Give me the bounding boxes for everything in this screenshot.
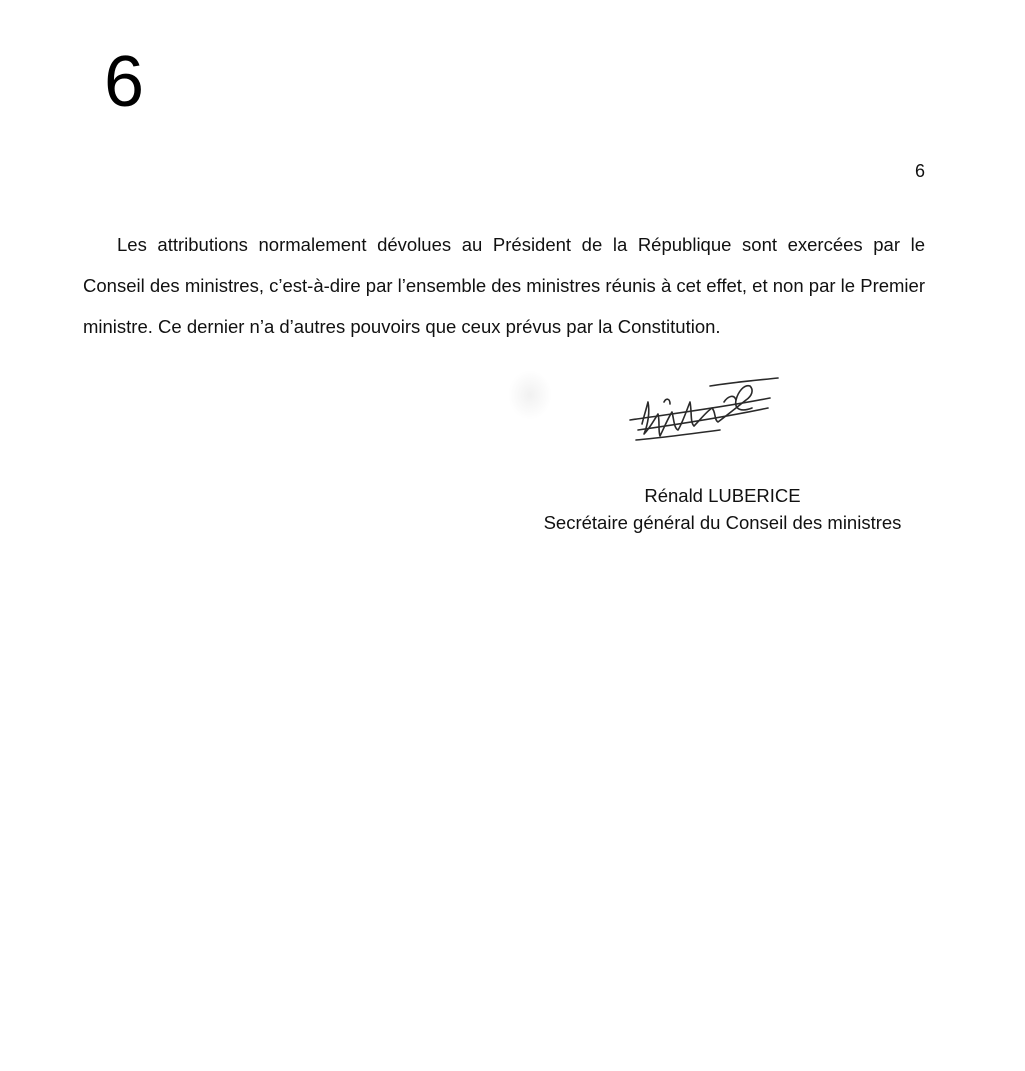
- page-heading-number: 6: [104, 42, 145, 122]
- scan-smudge: [508, 370, 552, 420]
- signatory-name: Rénald LUBERICE: [644, 485, 801, 506]
- body-paragraph: Les attributions normalement dévolues au Président de la République sont exercées par le Conseil des ministres, c’est-à-dire par l’ensemble des ministres réunis à cet effet, et non par le Premier ministre. Ce dernier n’a d’autres pouvoirs que ceux prévus par la Constitution.: [83, 234, 925, 337]
- signatory-title: Secrétaire général du Conseil des ministres: [543, 512, 902, 533]
- signature-icon: [620, 372, 790, 452]
- signatory-block: [515, 482, 930, 536]
- page-number: 6: [914, 161, 925, 181]
